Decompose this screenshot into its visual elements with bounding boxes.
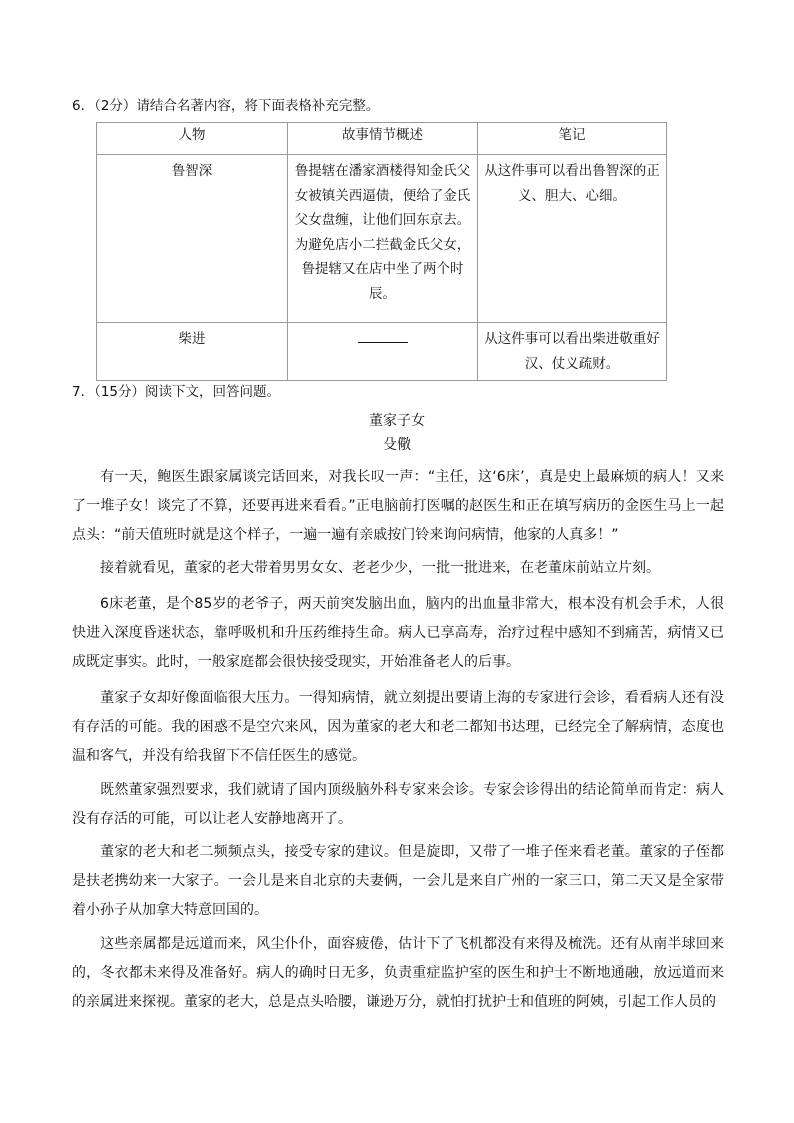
article-author: 殳儆 [383,437,411,453]
paragraph: 有一天，鲍医生跟家属谈完话回来，对我长叹一声：“主任，这‘6床’，真是史上最麻烦的病人！又来了一堆子女！谈完了不算，还要再进来看看。”正电脑前打医嘱的赵医生和正在填写病历的金医生马上一起点头：“前天值班时就是这个样子，一遍一遍有亲戚按门铃来询问病情，他家的人真多！” [72,469,724,543]
paragraph: 6床老董，是个85岁的老爷子，两天前突发脑出血，脑内的出血量非常大，根本没有机会手术，人很快进入深度昏迷状态，靠呼吸机和升压药维持生命。病人已享高寿，治疗过程中感知不到痛苦，病情又已成既定事实。此时，一般家庭都会很快接受现实，开始准备老人的后事。 [72,596,724,670]
header-plot: 故事情节概述 [288,123,478,155]
row-note: 从这件事可以看出柴进敬重好汉、仗义疏财。 [484,331,660,372]
article-title: 董家子女 [369,413,425,429]
table-row [97,323,667,381]
row-note: 从这件事可以看出鲁智深的正义、胆大、心细。 [484,163,660,204]
table-row [97,155,667,323]
paragraph: 接着就看见，董家的老大带着男男女女、老老少少，一批一批进来，在老董床前站立片刻。 [100,560,660,576]
paragraph: 董家子女却好像面临很大压力。一得知病情，就立刻提出要请上海的专家进行会诊，看看病人还有没有存活的可能。我的困惑不是空穴来风，因为董家的老大和老二都知书达理，已经完全了解病情，态度也温和客气，并没有给我留下不信任医生的感觉。 [72,690,724,764]
paragraph: 这些亲属都是远道而来，风尘仆仆，面容疲倦，估计下了飞机都没有来得及梳洗。还有从南半球回来的，冬衣都未来得及准备好。病人的确时日无多，负责重症监护室的医生和护士不断地通融，放远道而来的亲属进来探视。董家的老大，总是点头哈腰，谦逊万分，就怕打扰护士和值班的阿姨，引起工作人员的 [72,936,724,1010]
paragraph: 董家的老大和老二频频点头，接受专家的建议。但是旋即，又带了一堆子侄来看老董。董家的子侄都是扶老携幼来一大家子。一会儿是来自北京的夫妻俩，一会儿是来自广州的一家三口，第二天又是全家带着小孙子从加拿大特意回国的。 [72,844,724,918]
header-note: 笔记 [478,123,667,155]
row-person: 柴进 [178,331,206,347]
table-header-row [97,123,667,155]
row-plot: 鲁提辖在潘家酒楼得知金氏父女被镇关西逼债，便给了金氏父女盘缠，让他们回东京去。为避免店小二拦截金氏父女，鲁提辖又在店中坐了两个时辰。 [294,163,471,302]
question-7-heading: 7．（15分）阅读下文，回答问题。 [72,384,281,400]
answer-table [96,122,667,381]
answer-blank[interactable] [288,323,477,354]
question-6-heading: 6．（2分）请结合名著内容，将下面表格补充完整。 [72,98,380,114]
header-person: 人物 [97,123,288,155]
paragraph: 既然董家强烈要求，我们就请了国内顶级脑外科专家来会诊。专家会诊得出的结论简单而肯定：病人没有存活的可能，可以让老人安静地离开了。 [72,782,724,827]
row-person: 鲁智深 [171,163,213,179]
